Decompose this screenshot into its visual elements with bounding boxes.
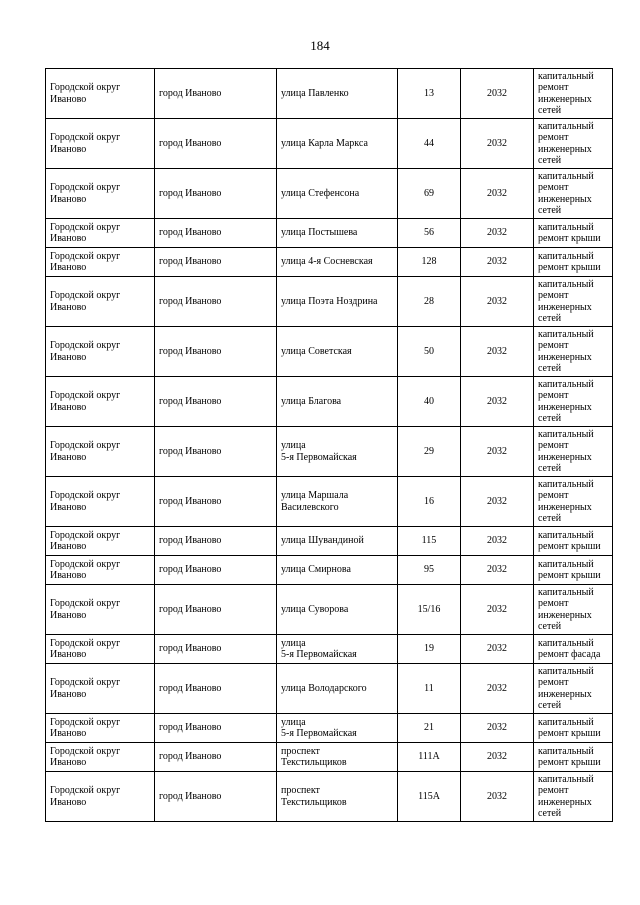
cell-work-type: капитальный ремонт инженерных сетей (534, 772, 613, 822)
cell-okrug: Городской округ Иваново (46, 714, 155, 743)
cell-street: улица 5-я Первомайская (277, 635, 398, 664)
cell-okrug: Городской округ Иваново (46, 772, 155, 822)
cell-work-type: капитальный ремонт крыши (534, 527, 613, 556)
cell-house-number: 28 (398, 277, 461, 327)
cell-house-number: 128 (398, 248, 461, 277)
cell-house-number: 21 (398, 714, 461, 743)
cell-house-number: 29 (398, 427, 461, 477)
cell-work-type: капитальный ремонт инженерных сетей (534, 327, 613, 377)
cell-house-number: 115А (398, 772, 461, 822)
table-row (46, 664, 613, 714)
cell-street: улица Суворова (277, 585, 398, 635)
cell-house-number: 11 (398, 664, 461, 714)
cell-house-number: 115 (398, 527, 461, 556)
cell-work-type: капитальный ремонт инженерных сетей (534, 277, 613, 327)
table-row (46, 427, 613, 477)
cell-year: 2032 (461, 69, 534, 119)
cell-street: улица Советская (277, 327, 398, 377)
cell-year: 2032 (461, 714, 534, 743)
cell-street: улица Павленко (277, 69, 398, 119)
cell-street: улица 5-я Первомайская (277, 427, 398, 477)
cell-city: город Иваново (155, 772, 277, 822)
cell-house-number: 13 (398, 69, 461, 119)
cell-street: улица 4-я Сосневская (277, 248, 398, 277)
cell-year: 2032 (461, 635, 534, 664)
cell-work-type: капитальный ремонт инженерных сетей (534, 119, 613, 169)
register-table (45, 68, 613, 822)
cell-city: город Иваново (155, 169, 277, 219)
cell-street: проспект Текстильщиков (277, 772, 398, 822)
table-row (46, 527, 613, 556)
cell-work-type: капитальный ремонт инженерных сетей (534, 427, 613, 477)
cell-city: город Иваново (155, 635, 277, 664)
cell-city: город Иваново (155, 427, 277, 477)
cell-house-number: 15/16 (398, 585, 461, 635)
cell-city: город Иваново (155, 69, 277, 119)
cell-year: 2032 (461, 219, 534, 248)
cell-okrug: Городской округ Иваново (46, 377, 155, 427)
cell-okrug: Городской округ Иваново (46, 664, 155, 714)
cell-street: улица Стефенсона (277, 169, 398, 219)
cell-work-type: капитальный ремонт инженерных сетей (534, 169, 613, 219)
cell-work-type: капитальный ремонт инженерных сетей (534, 477, 613, 527)
cell-okrug: Городской округ Иваново (46, 527, 155, 556)
cell-work-type: капитальный ремонт инженерных сетей (534, 377, 613, 427)
table-row (46, 743, 613, 772)
cell-street: улица Постышева (277, 219, 398, 248)
cell-house-number: 44 (398, 119, 461, 169)
cell-street: улица Володарского (277, 664, 398, 714)
cell-okrug: Городской округ Иваново (46, 219, 155, 248)
table-row (46, 69, 613, 119)
cell-house-number: 95 (398, 556, 461, 585)
cell-city: город Иваново (155, 327, 277, 377)
cell-house-number: 19 (398, 635, 461, 664)
cell-year: 2032 (461, 377, 534, 427)
cell-year: 2032 (461, 772, 534, 822)
cell-okrug: Городской округ Иваново (46, 585, 155, 635)
cell-house-number: 16 (398, 477, 461, 527)
table-row (46, 477, 613, 527)
table-row (46, 277, 613, 327)
cell-house-number: 50 (398, 327, 461, 377)
cell-okrug: Городской округ Иваново (46, 635, 155, 664)
cell-city: город Иваново (155, 556, 277, 585)
cell-house-number: 56 (398, 219, 461, 248)
cell-city: город Иваново (155, 248, 277, 277)
cell-work-type: капитальный ремонт инженерных сетей (534, 69, 613, 119)
page-number: 184 (310, 38, 330, 53)
cell-year: 2032 (461, 477, 534, 527)
table-row (46, 714, 613, 743)
table-row (46, 327, 613, 377)
table-row (46, 772, 613, 822)
cell-okrug: Городской округ Иваново (46, 477, 155, 527)
register-table-body (46, 69, 613, 822)
cell-street: улица Смирнова (277, 556, 398, 585)
cell-street: улица Шувандиной (277, 527, 398, 556)
cell-okrug: Городской округ Иваново (46, 277, 155, 327)
table-row (46, 377, 613, 427)
cell-year: 2032 (461, 527, 534, 556)
table-row (46, 556, 613, 585)
cell-okrug: Городской округ Иваново (46, 169, 155, 219)
cell-city: город Иваново (155, 219, 277, 248)
cell-city: город Иваново (155, 527, 277, 556)
cell-city: город Иваново (155, 119, 277, 169)
cell-okrug: Городской округ Иваново (46, 327, 155, 377)
cell-work-type: капитальный ремонт крыши (534, 248, 613, 277)
cell-year: 2032 (461, 556, 534, 585)
cell-okrug: Городской округ Иваново (46, 743, 155, 772)
cell-work-type: капитальный ремонт крыши (534, 219, 613, 248)
cell-work-type: капитальный ремонт фасада (534, 635, 613, 664)
cell-okrug: Городской округ Иваново (46, 556, 155, 585)
cell-city: город Иваново (155, 377, 277, 427)
cell-okrug: Городской округ Иваново (46, 427, 155, 477)
cell-house-number: 69 (398, 169, 461, 219)
cell-house-number: 40 (398, 377, 461, 427)
cell-work-type: капитальный ремонт крыши (534, 714, 613, 743)
cell-work-type: капитальный ремонт инженерных сетей (534, 664, 613, 714)
cell-street: улица Маршала Василевского (277, 477, 398, 527)
cell-year: 2032 (461, 327, 534, 377)
table-row (46, 119, 613, 169)
cell-year: 2032 (461, 119, 534, 169)
cell-okrug: Городской округ Иваново (46, 119, 155, 169)
cell-street: улица Благова (277, 377, 398, 427)
cell-work-type: капитальный ремонт крыши (534, 556, 613, 585)
table-row (46, 219, 613, 248)
cell-street: улица Карла Маркса (277, 119, 398, 169)
cell-house-number: 111А (398, 743, 461, 772)
cell-street: проспект Текстильщиков (277, 743, 398, 772)
table-row (46, 248, 613, 277)
cell-street: улица Поэта Ноздрина (277, 277, 398, 327)
cell-year: 2032 (461, 277, 534, 327)
cell-okrug: Городской округ Иваново (46, 248, 155, 277)
cell-year: 2032 (461, 427, 534, 477)
cell-city: город Иваново (155, 714, 277, 743)
cell-year: 2032 (461, 585, 534, 635)
cell-city: город Иваново (155, 277, 277, 327)
cell-okrug: Городской округ Иваново (46, 69, 155, 119)
cell-city: город Иваново (155, 743, 277, 772)
cell-city: город Иваново (155, 585, 277, 635)
cell-year: 2032 (461, 169, 534, 219)
cell-year: 2032 (461, 248, 534, 277)
cell-work-type: капитальный ремонт инженерных сетей (534, 585, 613, 635)
table-row (46, 585, 613, 635)
cell-street: улица 5-я Первомайская (277, 714, 398, 743)
cell-work-type: капитальный ремонт крыши (534, 743, 613, 772)
cell-city: город Иваново (155, 477, 277, 527)
cell-year: 2032 (461, 664, 534, 714)
cell-city: город Иваново (155, 664, 277, 714)
table-row (46, 169, 613, 219)
cell-year: 2032 (461, 743, 534, 772)
table-row (46, 635, 613, 664)
